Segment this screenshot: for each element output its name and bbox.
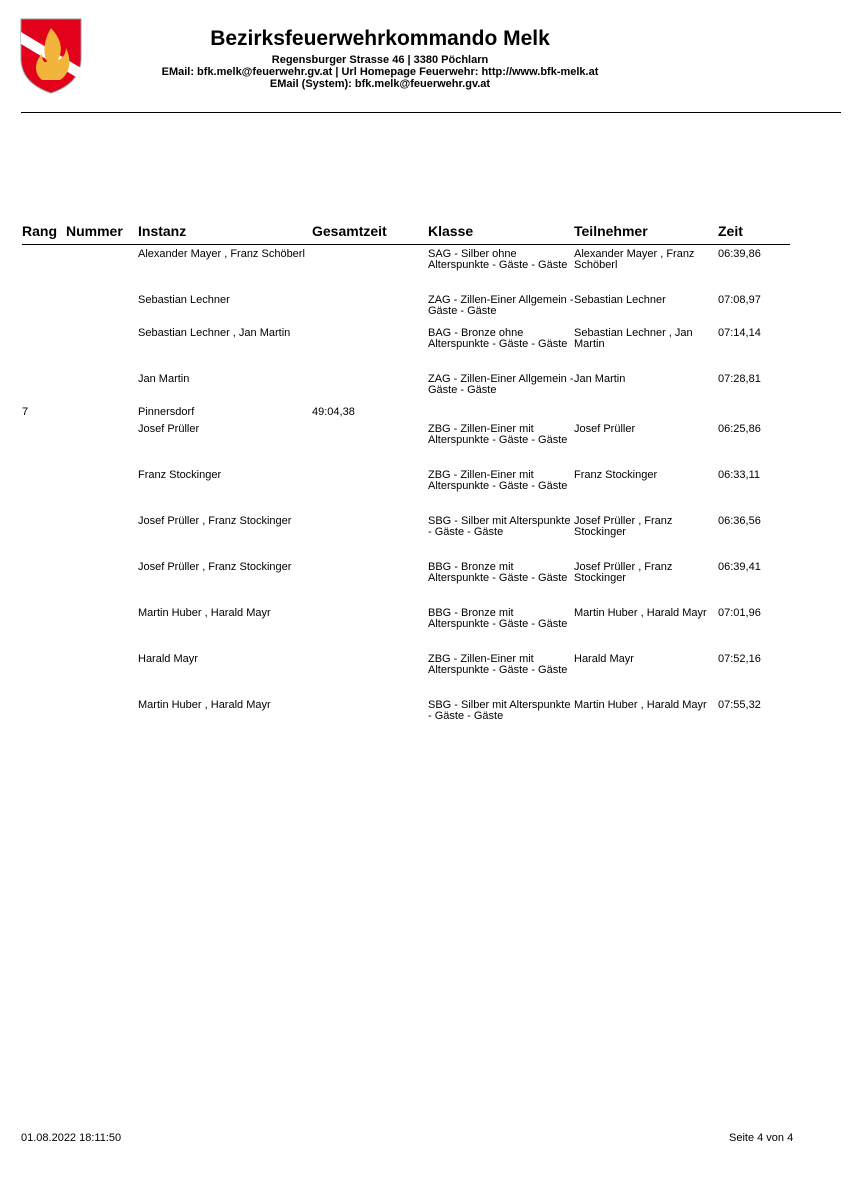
cell-rang xyxy=(22,558,66,604)
cell-teilnehmer: Sebastian Lechner , Jan Martin xyxy=(574,327,693,350)
cell-nummer xyxy=(66,291,138,324)
col-rang: Rang xyxy=(22,222,66,245)
header-system-email: EMail (System): bfk.melk@feuerwehr.gv.at xyxy=(269,78,491,90)
cell-rang xyxy=(22,512,66,558)
page-title: Bezirksfeuerwehrkommando Melk xyxy=(210,27,550,50)
cell-gesamtzeit: 49:04,38 xyxy=(312,406,355,418)
cell-klasse: ZAG - Zillen-Einer Allgemein - Gäste - Gäste xyxy=(428,294,574,317)
table-row xyxy=(22,558,790,604)
col-instanz: Instanz xyxy=(138,222,312,245)
cell-nummer xyxy=(66,466,138,512)
table-header-row xyxy=(22,222,790,245)
group-row xyxy=(22,403,790,420)
table-row xyxy=(22,324,790,370)
col-klasse: Klasse xyxy=(428,222,574,245)
cell-instanz: Josef Prüller , Franz Stockinger xyxy=(138,515,292,527)
fire-brigade-logo-icon xyxy=(20,18,82,94)
cell-klasse: ZBG - Zillen-Einer mit Alterspunkte - Gäste - Gäste xyxy=(428,653,568,676)
table-row xyxy=(22,291,790,324)
cell-teilnehmer: Alexander Mayer , Franz Schöberl xyxy=(574,248,695,271)
cell-nummer xyxy=(66,512,138,558)
cell-gesamtzeit xyxy=(312,370,428,403)
cell-gesamtzeit xyxy=(312,291,428,324)
cell-instanz: Pinnersdorf xyxy=(138,406,195,418)
cell-teilnehmer: Martin Huber , Harald Mayr xyxy=(574,607,707,619)
col-zeit: Zeit xyxy=(718,222,790,245)
cell-instanz: Sebastian Lechner xyxy=(138,294,230,306)
cell-zeit: 07:14,14 xyxy=(718,327,761,339)
cell-instanz: Harald Mayr xyxy=(138,653,198,665)
cell-rang xyxy=(22,420,66,466)
cell-gesamtzeit xyxy=(312,324,428,370)
cell-rang xyxy=(22,324,66,370)
cell-instanz: Josef Prüller xyxy=(138,423,200,435)
cell-instanz: Franz Stockinger xyxy=(138,469,222,481)
cell-teilnehmer: Josef Prüller xyxy=(574,423,636,435)
header-contact: EMail: bfk.melk@feuerwehr.gv.at | Url Homepage Feuerwehr: http://www.bfk-melk.at xyxy=(161,66,599,78)
cell-teilnehmer: Josef Prüller , Franz Stockinger xyxy=(574,561,673,584)
cell-zeit xyxy=(718,403,790,420)
cell-zeit: 07:55,32 xyxy=(718,699,761,711)
cell-gesamtzeit xyxy=(312,650,428,696)
cell-nummer xyxy=(66,604,138,650)
cell-klasse: ZBG - Zillen-Einer mit Alterspunkte - Gäste - Gäste xyxy=(428,423,568,446)
cell-teilnehmer xyxy=(574,403,718,420)
cell-klasse: ZAG - Zillen-Einer Allgemein - Gäste - Gäste xyxy=(428,373,574,396)
cell-rang xyxy=(22,291,66,324)
cell-gesamtzeit xyxy=(312,604,428,650)
cell-gesamtzeit xyxy=(312,466,428,512)
cell-gesamtzeit xyxy=(312,420,428,466)
results-table xyxy=(22,222,790,742)
cell-klasse: BBG - Bronze mit Alterspunkte - Gäste - Gäste xyxy=(428,607,568,630)
cell-rang xyxy=(22,604,66,650)
cell-instanz: Jan Martin xyxy=(138,373,190,385)
cell-instanz: Martin Huber , Harald Mayr xyxy=(138,607,271,619)
cell-klasse: BAG - Bronze ohne Alterspunkte - Gäste - Gäste xyxy=(428,327,568,350)
cell-rang xyxy=(22,696,66,742)
cell-gesamtzeit xyxy=(312,512,428,558)
cell-klasse: SBG - Silber mit Alterspunkte - Gäste - Gäste xyxy=(428,699,571,722)
cell-nummer xyxy=(66,558,138,604)
table-row xyxy=(22,604,790,650)
table-row xyxy=(22,420,790,466)
col-nummer: Nummer xyxy=(66,222,138,245)
cell-teilnehmer: Sebastian Lechner xyxy=(574,294,666,306)
cell-klasse: BBG - Bronze mit Alterspunkte - Gäste - Gäste xyxy=(428,561,568,584)
cell-zeit: 06:36,56 xyxy=(718,515,761,527)
table-row xyxy=(22,466,790,512)
cell-teilnehmer: Franz Stockinger xyxy=(574,469,658,481)
cell-klasse xyxy=(428,403,574,420)
cell-nummer xyxy=(66,403,138,420)
cell-zeit: 07:52,16 xyxy=(718,653,761,665)
cell-instanz: Josef Prüller , Franz Stockinger xyxy=(138,561,292,573)
cell-nummer xyxy=(66,370,138,403)
cell-instanz: Alexander Mayer , Franz Schöberl xyxy=(138,248,305,260)
header-address: Regensburger Strasse 46 | 3380 Pöchlarn xyxy=(271,54,489,66)
cell-zeit: 07:01,96 xyxy=(718,607,761,619)
cell-rang xyxy=(22,370,66,403)
cell-klasse: SBG - Silber mit Alterspunkte - Gäste - Gäste xyxy=(428,515,571,538)
cell-nummer xyxy=(66,245,138,292)
header-divider xyxy=(21,112,841,113)
table-row xyxy=(22,650,790,696)
cell-teilnehmer: Martin Huber , Harald Mayr xyxy=(574,699,707,711)
footer-page-number: Seite 4 von 4 xyxy=(729,1132,794,1144)
cell-nummer xyxy=(66,324,138,370)
col-teilnehmer: Teilnehmer xyxy=(574,222,718,245)
cell-teilnehmer: Josef Prüller , Franz Stockinger xyxy=(574,515,673,538)
cell-gesamtzeit xyxy=(312,558,428,604)
footer-timestamp: 01.08.2022 18:11:50 xyxy=(21,1132,122,1144)
cell-teilnehmer: Harald Mayr xyxy=(574,653,634,665)
cell-gesamtzeit xyxy=(312,696,428,742)
cell-klasse: SAG - Silber ohne Alterspunkte - Gäste - Gäste xyxy=(428,248,568,271)
cell-nummer xyxy=(66,420,138,466)
cell-zeit: 07:28,81 xyxy=(718,373,761,385)
cell-nummer xyxy=(66,650,138,696)
table-row xyxy=(22,696,790,742)
cell-instanz: Sebastian Lechner , Jan Martin xyxy=(138,327,291,339)
cell-rang xyxy=(22,650,66,696)
cell-zeit: 06:39,41 xyxy=(718,561,761,573)
table-row xyxy=(22,512,790,558)
cell-teilnehmer: Jan Martin xyxy=(574,373,626,385)
cell-rang xyxy=(22,466,66,512)
cell-zeit: 06:33,11 xyxy=(718,469,761,481)
cell-rang xyxy=(22,245,66,292)
table-row xyxy=(22,245,790,292)
cell-zeit: 06:25,86 xyxy=(718,423,761,435)
cell-zeit: 07:08,97 xyxy=(718,294,761,306)
col-gesamtzeit: Gesamtzeit xyxy=(312,222,428,245)
cell-klasse: ZBG - Zillen-Einer mit Alterspunkte - Gäste - Gäste xyxy=(428,469,568,492)
cell-rang: 7 xyxy=(22,406,29,418)
table-row xyxy=(22,370,790,403)
cell-nummer xyxy=(66,696,138,742)
cell-instanz: Martin Huber , Harald Mayr xyxy=(138,699,271,711)
cell-zeit: 06:39,86 xyxy=(718,248,761,260)
cell-gesamtzeit xyxy=(312,245,428,292)
